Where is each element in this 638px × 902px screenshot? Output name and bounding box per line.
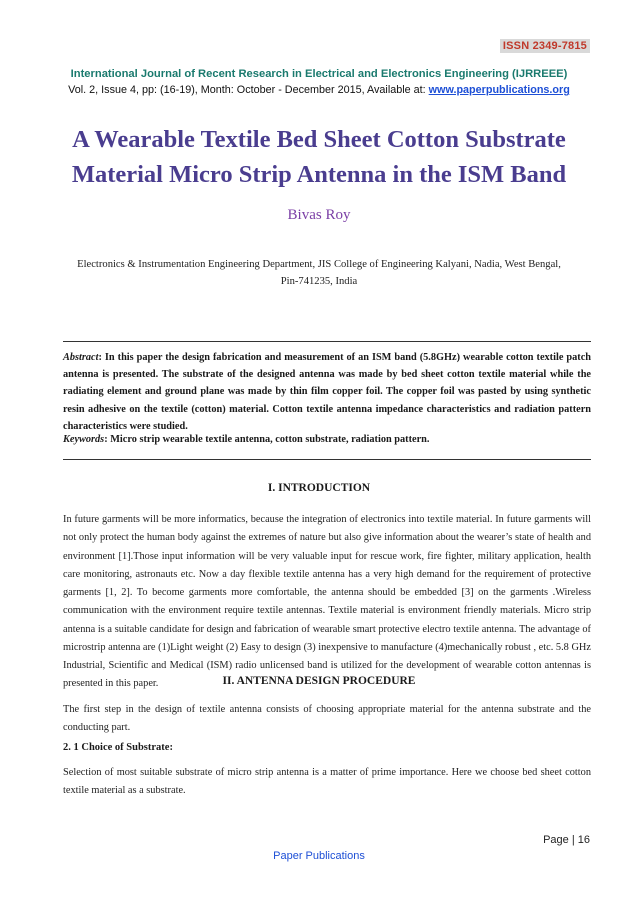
website-link[interactable]: www.paperpublications.org bbox=[428, 84, 570, 96]
section-heading-design: II. ANTENNA DESIGN PROCEDURE bbox=[222, 675, 416, 687]
author-name: Bivas Roy bbox=[287, 207, 351, 223]
abstract-label: Abstract bbox=[63, 352, 99, 363]
subsection-heading-substrate: 2. 1 Choice of Substrate: bbox=[63, 742, 173, 753]
affiliation-line-1: Electronics & Instrumentation Engineering Department, JIS College of Engineering Kalyani, Nadia, West Bengal, bbox=[77, 259, 561, 270]
keywords-text: : Micro strip wearable textile antenna, cotton substrate, radiation pattern. bbox=[104, 434, 430, 445]
abstract bbox=[63, 349, 591, 435]
section-heading-introduction: I. INTRODUCTION bbox=[267, 482, 371, 494]
abstract-bottom-rule bbox=[63, 459, 591, 460]
introduction-paragraph: In future garments will be more informatics, because the integration of electronics into textile material. In future garments will not only protect the human body against the extremes of nature but also give information about the wearer’s state of health and environment [1].Those input information will be very valuable input for rescue work, fire fighter, military application, health care monitoring, astronauts etc. Now a day flexible textile antenna has a very high demand for the requirement of protective garments [1, 2]. To become garments more comfortable, the antenna should be embedded [3] on the garments .Wireless communication with the environment require textile antennas. Textile material is environment friendly materials. Micro strip antenna is a suitable candidate for design and fabrication of wearable smart protective electro textile antenna. The advantage of microstrip antenna are (1)Light weight (2) Easy to design (3) inexpensive to manufacture (4)mechanically robust , etc. 5.8 GHz Industrial, Scientific and Medical (ISM) radio unlicensed band is utilized for the development of wearable cotton antennas is presented in this paper. bbox=[63, 514, 591, 690]
keywords-label: Keywords bbox=[63, 434, 105, 445]
issn-badge: ISSN 2349-7815 bbox=[500, 39, 590, 53]
volume-line bbox=[0, 84, 638, 96]
page-number: Page | 16 bbox=[543, 834, 590, 846]
abstract-text: : In this paper the design fabrication and measurement of an ISM band (5.8GHz) wearable cotton textile patch antenna is presented. The substrate of the designed antenna was made by bed sheet cotton textile material while the radiating element and ground plane was made by thin film copper foil. The copper foil was pasted by using synthetic resin adhesive on the textile (cotton) material. Cotton textile antenna impedance characteristics and radiation pattern characteristics were studied. bbox=[63, 352, 591, 432]
substrate-paragraph: Selection of most suitable substrate of micro strip antenna is a matter of prime importance. Here we choose bed sheet cotton textile material as a substrate. bbox=[63, 767, 591, 797]
paper-title: A Wearable Textile Bed Sheet Cotton Substrate Material Micro Strip Antenna in the ISM Band bbox=[71, 126, 567, 188]
design-paragraph: The first step in the design of textile antenna consists of choosing appropriate material for the antenna substrate and the conducting part. bbox=[63, 704, 591, 734]
affiliation bbox=[50, 256, 588, 290]
abstract-top-rule bbox=[63, 341, 591, 342]
journal-title: International Journal of Recent Research in Electrical and Electronics Engineering (IJRREEE) bbox=[70, 68, 568, 80]
keywords bbox=[63, 434, 591, 445]
volume-text: Vol. 2, Issue 4, pp: (16-19), Month: October - December 2015, Available at: bbox=[68, 84, 429, 96]
affiliation-line-2: Pin-741235, India bbox=[280, 276, 358, 287]
publisher-footer: Paper Publications bbox=[273, 850, 365, 862]
